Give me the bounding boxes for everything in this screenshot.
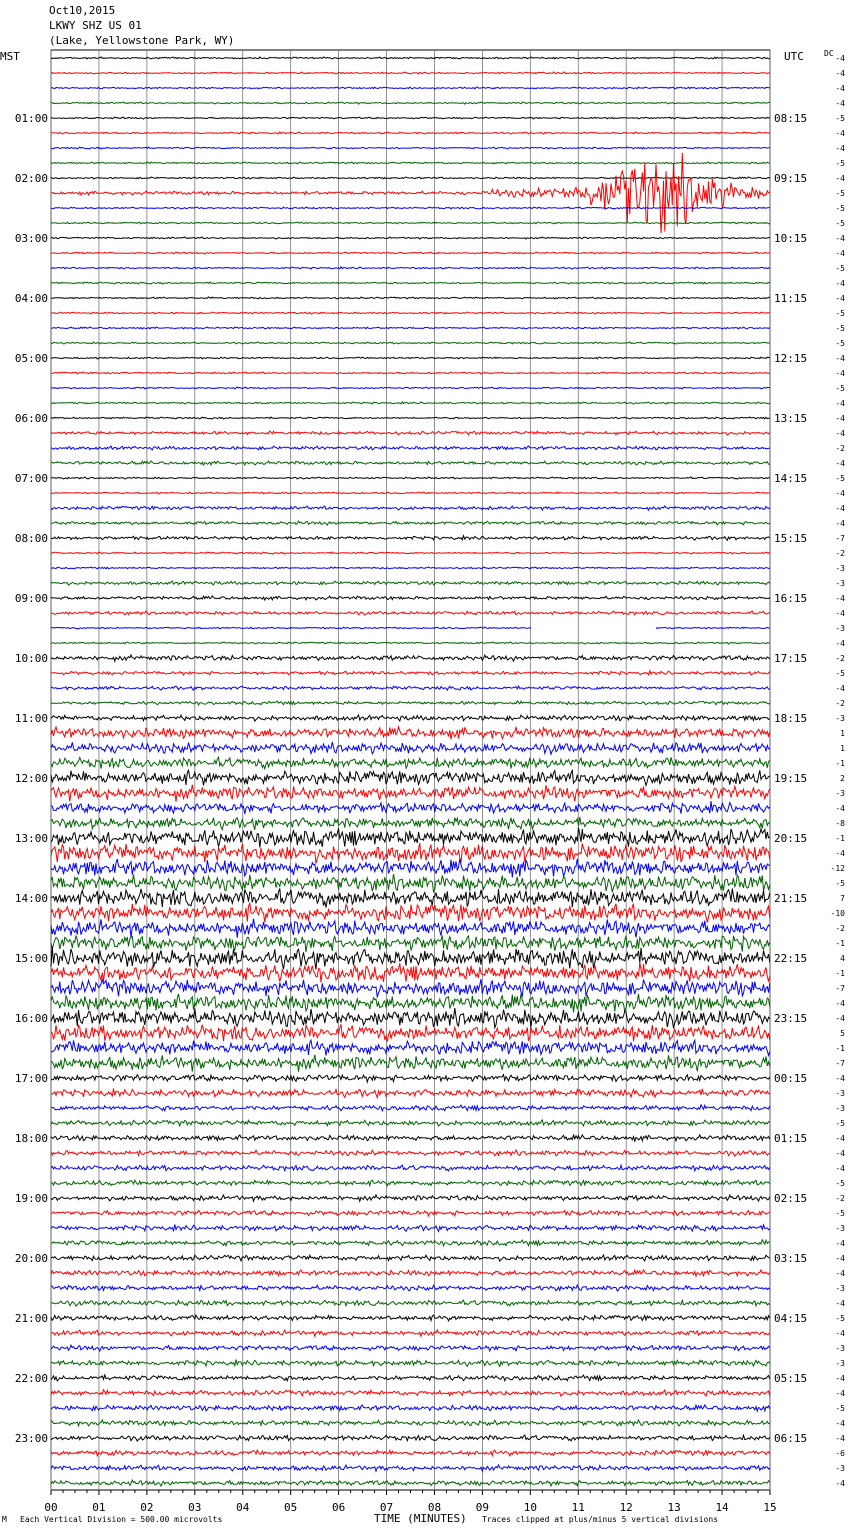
trace-41 xyxy=(51,671,770,675)
right-hour-label: 14:15 xyxy=(774,472,808,485)
right-hour-label: 03:15 xyxy=(774,1252,808,1265)
dc-offset-label: -4 xyxy=(835,1149,845,1158)
dc-offset-label: -4 xyxy=(835,519,845,528)
dc-offset-label: -7 xyxy=(835,1059,845,1068)
x-tick-label: 02 xyxy=(140,1501,154,1514)
trace-7 xyxy=(51,162,770,164)
dc-offset-label: -2 xyxy=(835,654,845,663)
trace-60 xyxy=(51,947,770,970)
left-hour-label: 05:00 xyxy=(14,352,48,365)
left-hour-label: 10:00 xyxy=(14,652,48,665)
dc-offset-label: -4 xyxy=(835,99,845,108)
right-hour-label: 19:15 xyxy=(774,772,808,785)
dc-offset-label: -3 xyxy=(835,1284,845,1293)
plot-date: Oct10,2015 xyxy=(49,4,116,17)
trace-69 xyxy=(51,1088,770,1097)
trace-65 xyxy=(51,1024,770,1041)
x-tick-label: 01 xyxy=(92,1501,106,1514)
trace-52 xyxy=(51,828,770,848)
trace-51 xyxy=(51,817,770,830)
left-axis-label: MST xyxy=(0,50,20,63)
right-hour-label: 08:15 xyxy=(774,112,808,125)
trace-66 xyxy=(51,1040,770,1055)
dc-offset-label: -4 xyxy=(835,1389,845,1398)
right-hour-label: 23:15 xyxy=(774,1012,808,1025)
right-axis-label: UTC xyxy=(784,50,804,63)
right-hour-label: 10:15 xyxy=(774,232,808,245)
dc-offset-label: -4 xyxy=(835,414,845,423)
trace-17 xyxy=(51,312,770,314)
right-hour-label: 11:15 xyxy=(774,292,808,305)
trace-77 xyxy=(51,1211,770,1217)
trace-12 xyxy=(51,237,770,239)
left-hour-label: 21:00 xyxy=(14,1312,48,1325)
trace-94 xyxy=(51,1465,770,1471)
x-tick-label: 03 xyxy=(188,1501,202,1514)
trace-53 xyxy=(51,843,770,863)
dc-offset-label: -1 xyxy=(835,1044,845,1053)
left-hour-label: 14:00 xyxy=(14,892,48,905)
x-tick-label: 10 xyxy=(523,1501,537,1514)
dc-offset-label: -8 xyxy=(835,819,845,828)
dc-offset-label: -4 xyxy=(835,849,845,858)
dc-offset-label: -4 xyxy=(835,1374,845,1383)
dc-offset-label: -4 xyxy=(835,369,845,378)
right-hour-label: 09:15 xyxy=(774,172,808,185)
left-hour-label: 13:00 xyxy=(14,832,48,845)
trace-79 xyxy=(51,1240,770,1246)
dc-offset-label: -4 xyxy=(835,1269,845,1278)
dc-offset-label: -5 xyxy=(835,474,845,483)
dc-offset-label: -5 xyxy=(835,669,845,678)
trace-83 xyxy=(51,1300,770,1306)
trace-20 xyxy=(51,357,770,359)
dc-offset-label: -3 xyxy=(835,564,845,573)
trace-70 xyxy=(51,1105,770,1111)
trace-56 xyxy=(51,888,770,907)
x-axis-title: TIME (MINUTES) xyxy=(374,1512,467,1525)
trace-90 xyxy=(51,1405,770,1411)
dc-offset-label: -4 xyxy=(835,294,845,303)
trace-37 xyxy=(51,611,770,615)
scale-note: Each Vertical Division = 500.00 microvolts xyxy=(20,1515,223,1524)
dc-offset-label: -5 xyxy=(835,114,845,123)
dc-offset-label: -4 xyxy=(835,504,845,513)
dc-offset-label: -4 xyxy=(835,1299,845,1308)
x-tick-label: 14 xyxy=(715,1501,729,1514)
station-code: LKWY SHZ US 01 xyxy=(49,19,142,32)
x-tick-label: 05 xyxy=(284,1501,298,1514)
dc-offset-label: -2 xyxy=(835,924,845,933)
dc-offset-label: -4 xyxy=(835,1479,845,1488)
dc-offset-label: -4 xyxy=(835,69,845,78)
trace-58 xyxy=(51,919,770,938)
trace-9 xyxy=(51,153,770,233)
trace-48 xyxy=(51,770,770,785)
dc-offset-label: -5 xyxy=(835,264,845,273)
dc-offset-label: -1 xyxy=(835,834,845,843)
left-hour-label: 03:00 xyxy=(14,232,48,245)
trace-15 xyxy=(51,282,770,284)
left-hour-label: 19:00 xyxy=(14,1192,48,1205)
right-hour-label: 21:15 xyxy=(774,892,808,905)
dc-offset-label: -4 xyxy=(835,354,845,363)
seismic-traces xyxy=(51,57,770,1486)
trace-67 xyxy=(51,1055,770,1072)
dc-offset-label: -4 xyxy=(835,1134,845,1143)
left-hour-label: 16:00 xyxy=(14,1012,48,1025)
right-hour-label: 04:15 xyxy=(774,1312,808,1325)
dc-offset-label: 5 xyxy=(840,1029,845,1038)
trace-42 xyxy=(51,686,770,690)
x-tick-label: 08 xyxy=(427,1501,442,1514)
dc-offset-label: -4 xyxy=(835,129,845,138)
dc-offset-label: -3 xyxy=(835,1344,845,1353)
trace-59 xyxy=(51,935,770,952)
trace-74 xyxy=(51,1165,770,1171)
dc-offset-label: -4 xyxy=(835,429,845,438)
trace-43 xyxy=(51,701,770,705)
left-hour-label: 04:00 xyxy=(14,292,48,305)
dc-offset-label: -4 xyxy=(835,639,845,648)
trace-2 xyxy=(51,87,770,89)
trace-36 xyxy=(51,596,770,600)
trace-34 xyxy=(51,567,770,569)
trace-14 xyxy=(51,267,770,269)
left-hour-label: 06:00 xyxy=(14,412,48,425)
right-hour-label: 20:15 xyxy=(774,832,808,845)
trace-21 xyxy=(51,372,770,374)
trace-26 xyxy=(51,446,770,450)
trace-29 xyxy=(51,492,770,494)
trace-54 xyxy=(51,859,770,878)
dc-offset-label: -5 xyxy=(835,339,845,348)
dc-offset-label: -3 xyxy=(835,789,845,798)
dc-offset-label: 1 xyxy=(840,729,845,738)
right-hour-label: 15:15 xyxy=(774,532,808,545)
trace-80 xyxy=(51,1255,770,1261)
trace-24 xyxy=(51,417,770,419)
left-hour-label: 17:00 xyxy=(14,1072,48,1085)
trace-84 xyxy=(51,1315,770,1321)
trace-5 xyxy=(51,132,770,134)
right-hour-label: 12:15 xyxy=(774,352,808,365)
trace-39 xyxy=(51,642,770,644)
trace-3 xyxy=(51,102,770,104)
dc-offset-label: 7 xyxy=(840,894,845,903)
dc-offset-label: -2 xyxy=(835,699,845,708)
dc-offset-label: -4 xyxy=(835,84,845,93)
trace-45 xyxy=(51,727,770,740)
trace-18 xyxy=(51,327,770,329)
trace-0 xyxy=(51,57,770,59)
trace-31 xyxy=(51,521,770,525)
axis-labels xyxy=(15,54,845,1514)
dc-offset-label: -5 xyxy=(835,1404,845,1413)
trace-1 xyxy=(51,72,770,74)
left-hour-label: 15:00 xyxy=(14,952,48,965)
dc-offset-label: -3 xyxy=(835,1224,845,1233)
right-hour-label: 05:15 xyxy=(774,1372,808,1385)
dc-offset-label: -2 xyxy=(835,444,845,453)
dc-offset-label: -5 xyxy=(835,324,845,333)
dc-offset-label: -3 xyxy=(835,1089,845,1098)
trace-61 xyxy=(51,963,770,983)
dc-offset-label: -5 xyxy=(835,159,845,168)
dc-offset-label: -5 xyxy=(835,309,845,318)
corner-mark: M xyxy=(2,1515,7,1524)
trace-28 xyxy=(51,477,770,479)
dc-offset-label: -5 xyxy=(835,384,845,393)
left-hour-label: 08:00 xyxy=(14,532,48,545)
dc-offset-label: -4 xyxy=(835,999,845,1008)
trace-13 xyxy=(51,252,770,254)
x-tick-label: 11 xyxy=(571,1501,585,1514)
trace-49 xyxy=(51,785,770,802)
trace-88 xyxy=(51,1375,770,1381)
trace-72 xyxy=(51,1135,770,1141)
dc-offset-label: -4 xyxy=(835,804,845,813)
dc-offset-label: 2 xyxy=(840,774,845,783)
left-hour-label: 20:00 xyxy=(14,1252,48,1265)
right-hour-label: 00:15 xyxy=(774,1072,808,1085)
dc-offset-label: -5 xyxy=(835,204,845,213)
dc-offset-label: -5 xyxy=(835,1179,845,1188)
trace-47 xyxy=(51,757,770,769)
dc-offset-label: -4 xyxy=(835,1014,845,1023)
dc-offset-label: -4 xyxy=(835,234,845,243)
trace-76 xyxy=(51,1195,770,1201)
dc-offset-label: -12 xyxy=(830,864,845,873)
dc-offset-label: -4 xyxy=(835,609,845,618)
dc-offset-label: -10 xyxy=(830,909,845,918)
trace-62 xyxy=(51,979,770,997)
left-hour-label: 18:00 xyxy=(14,1132,48,1145)
dc-offset-label: -4 xyxy=(835,1074,845,1083)
right-hour-label: 22:15 xyxy=(774,952,808,965)
dc-offset-label: -1 xyxy=(835,759,845,768)
trace-57 xyxy=(51,903,770,922)
dc-offset-label: -4 xyxy=(835,1434,845,1443)
left-hour-label: 09:00 xyxy=(14,592,48,605)
trace-19 xyxy=(51,342,770,344)
dc-offset-label: -4 xyxy=(835,459,845,468)
right-hour-label: 17:15 xyxy=(774,652,808,665)
x-tick-label: 12 xyxy=(619,1501,633,1514)
dc-offset-label: -4 xyxy=(835,399,845,408)
dc-offset-label: -3 xyxy=(835,624,845,633)
dc-offset-label: -7 xyxy=(835,984,845,993)
dc-offset-label: -5 xyxy=(835,1119,845,1128)
dc-offset-label: -3 xyxy=(835,579,845,588)
dc-offset-label: -4 xyxy=(835,1254,845,1263)
dc-offset-label: -4 xyxy=(835,279,845,288)
right-hour-label: 01:15 xyxy=(774,1132,808,1145)
trace-4 xyxy=(51,117,770,119)
right-hour-label: 06:15 xyxy=(774,1432,808,1445)
dc-offset-label: -4 xyxy=(835,489,845,498)
dc-offset-label: -5 xyxy=(835,879,845,888)
trace-32 xyxy=(51,536,770,541)
trace-27 xyxy=(51,461,770,465)
trace-92 xyxy=(51,1435,770,1441)
dc-offset-label: 4 xyxy=(840,954,845,963)
dc-offset-label: -3 xyxy=(835,1359,845,1368)
left-hour-label: 01:00 xyxy=(14,112,48,125)
dc-offset-label: -3 xyxy=(835,1464,845,1473)
dc-offset-label: -3 xyxy=(835,714,845,723)
trace-78 xyxy=(51,1225,770,1232)
dc-offset-label: -6 xyxy=(835,1449,845,1458)
right-hour-label: 18:15 xyxy=(774,712,808,725)
trace-25 xyxy=(51,431,770,435)
dc-offset-label: -5 xyxy=(835,1314,845,1323)
dc-offset-label: -4 xyxy=(835,594,845,603)
dc-offset-label: -2 xyxy=(835,1194,845,1203)
trace-82 xyxy=(51,1285,770,1291)
trace-23 xyxy=(51,402,770,404)
dc-offset-label: -5 xyxy=(835,219,845,228)
trace-44 xyxy=(51,715,770,721)
x-tick-label: 06 xyxy=(331,1501,346,1514)
dc-offset-label: -4 xyxy=(835,684,845,693)
trace-50 xyxy=(51,801,770,814)
trace-35 xyxy=(51,581,770,585)
trace-95 xyxy=(51,1480,770,1486)
trace-16 xyxy=(51,297,770,299)
x-tick-label: 15 xyxy=(763,1501,777,1514)
dc-offset-label: -3 xyxy=(835,1104,845,1113)
trace-81 xyxy=(51,1270,770,1276)
dc-offset-label: -5 xyxy=(835,1209,845,1218)
dc-offset-label: -1 xyxy=(835,969,845,978)
station-location: (Lake, Yellowstone Park, WY) xyxy=(49,34,235,47)
trace-75 xyxy=(51,1180,770,1186)
x-tick-label: 13 xyxy=(667,1501,681,1514)
left-hour-label: 11:00 xyxy=(14,712,48,725)
trace-6 xyxy=(51,147,770,149)
trace-86 xyxy=(51,1345,770,1351)
right-hour-label: 13:15 xyxy=(774,412,808,425)
trace-91 xyxy=(51,1420,770,1426)
trace-63 xyxy=(51,994,770,1013)
dc-offset-label: -4 xyxy=(835,1419,845,1428)
clip-note: Traces clipped at plus/minus 5 vertical divisions xyxy=(482,1515,719,1524)
x-tick-label: 07 xyxy=(379,1501,394,1514)
trace-87 xyxy=(51,1360,770,1367)
trace-93 xyxy=(51,1450,770,1456)
left-hour-label: 22:00 xyxy=(14,1372,48,1385)
trace-33 xyxy=(51,552,770,554)
trace-22 xyxy=(51,387,770,389)
left-hour-label: 23:00 xyxy=(14,1432,48,1445)
dc-offset-label: -4 xyxy=(835,1164,845,1173)
trace-8 xyxy=(51,177,770,179)
dc-offset-label: -4 xyxy=(835,174,845,183)
trace-68 xyxy=(51,1075,770,1082)
dc-offset-label: -4 xyxy=(835,144,845,153)
dc-offset-label: 1 xyxy=(840,744,845,753)
dc-offset-label: -2 xyxy=(835,549,845,558)
dc-offset-label: -4 xyxy=(835,1329,845,1338)
dc-offset-label: -5 xyxy=(835,189,845,198)
dc-offset-label: -4 xyxy=(835,54,845,63)
dc-offset-label: -1 xyxy=(835,939,845,948)
left-hour-label: 02:00 xyxy=(14,172,48,185)
trace-38 xyxy=(51,627,770,629)
trace-40 xyxy=(51,655,770,661)
dc-label: DC xyxy=(824,49,834,58)
right-hour-label: 16:15 xyxy=(774,592,808,605)
trace-73 xyxy=(51,1150,770,1156)
x-tick-label: 00 xyxy=(44,1501,58,1514)
dc-offset-label: -4 xyxy=(835,249,845,258)
x-tick-label: 04 xyxy=(236,1501,250,1514)
trace-89 xyxy=(51,1390,770,1396)
right-hour-label: 02:15 xyxy=(774,1192,808,1205)
trace-71 xyxy=(51,1120,770,1126)
left-hour-label: 12:00 xyxy=(14,772,48,785)
trace-46 xyxy=(51,742,770,754)
left-hour-label: 07:00 xyxy=(14,472,48,485)
dc-offset-label: -7 xyxy=(835,534,845,543)
trace-85 xyxy=(51,1330,770,1336)
trace-55 xyxy=(51,874,770,892)
trace-10 xyxy=(51,207,770,209)
trace-30 xyxy=(51,506,770,510)
x-tick-label: 09 xyxy=(475,1501,490,1514)
trace-64 xyxy=(51,1008,770,1028)
dc-offset-label: -4 xyxy=(835,1239,845,1248)
